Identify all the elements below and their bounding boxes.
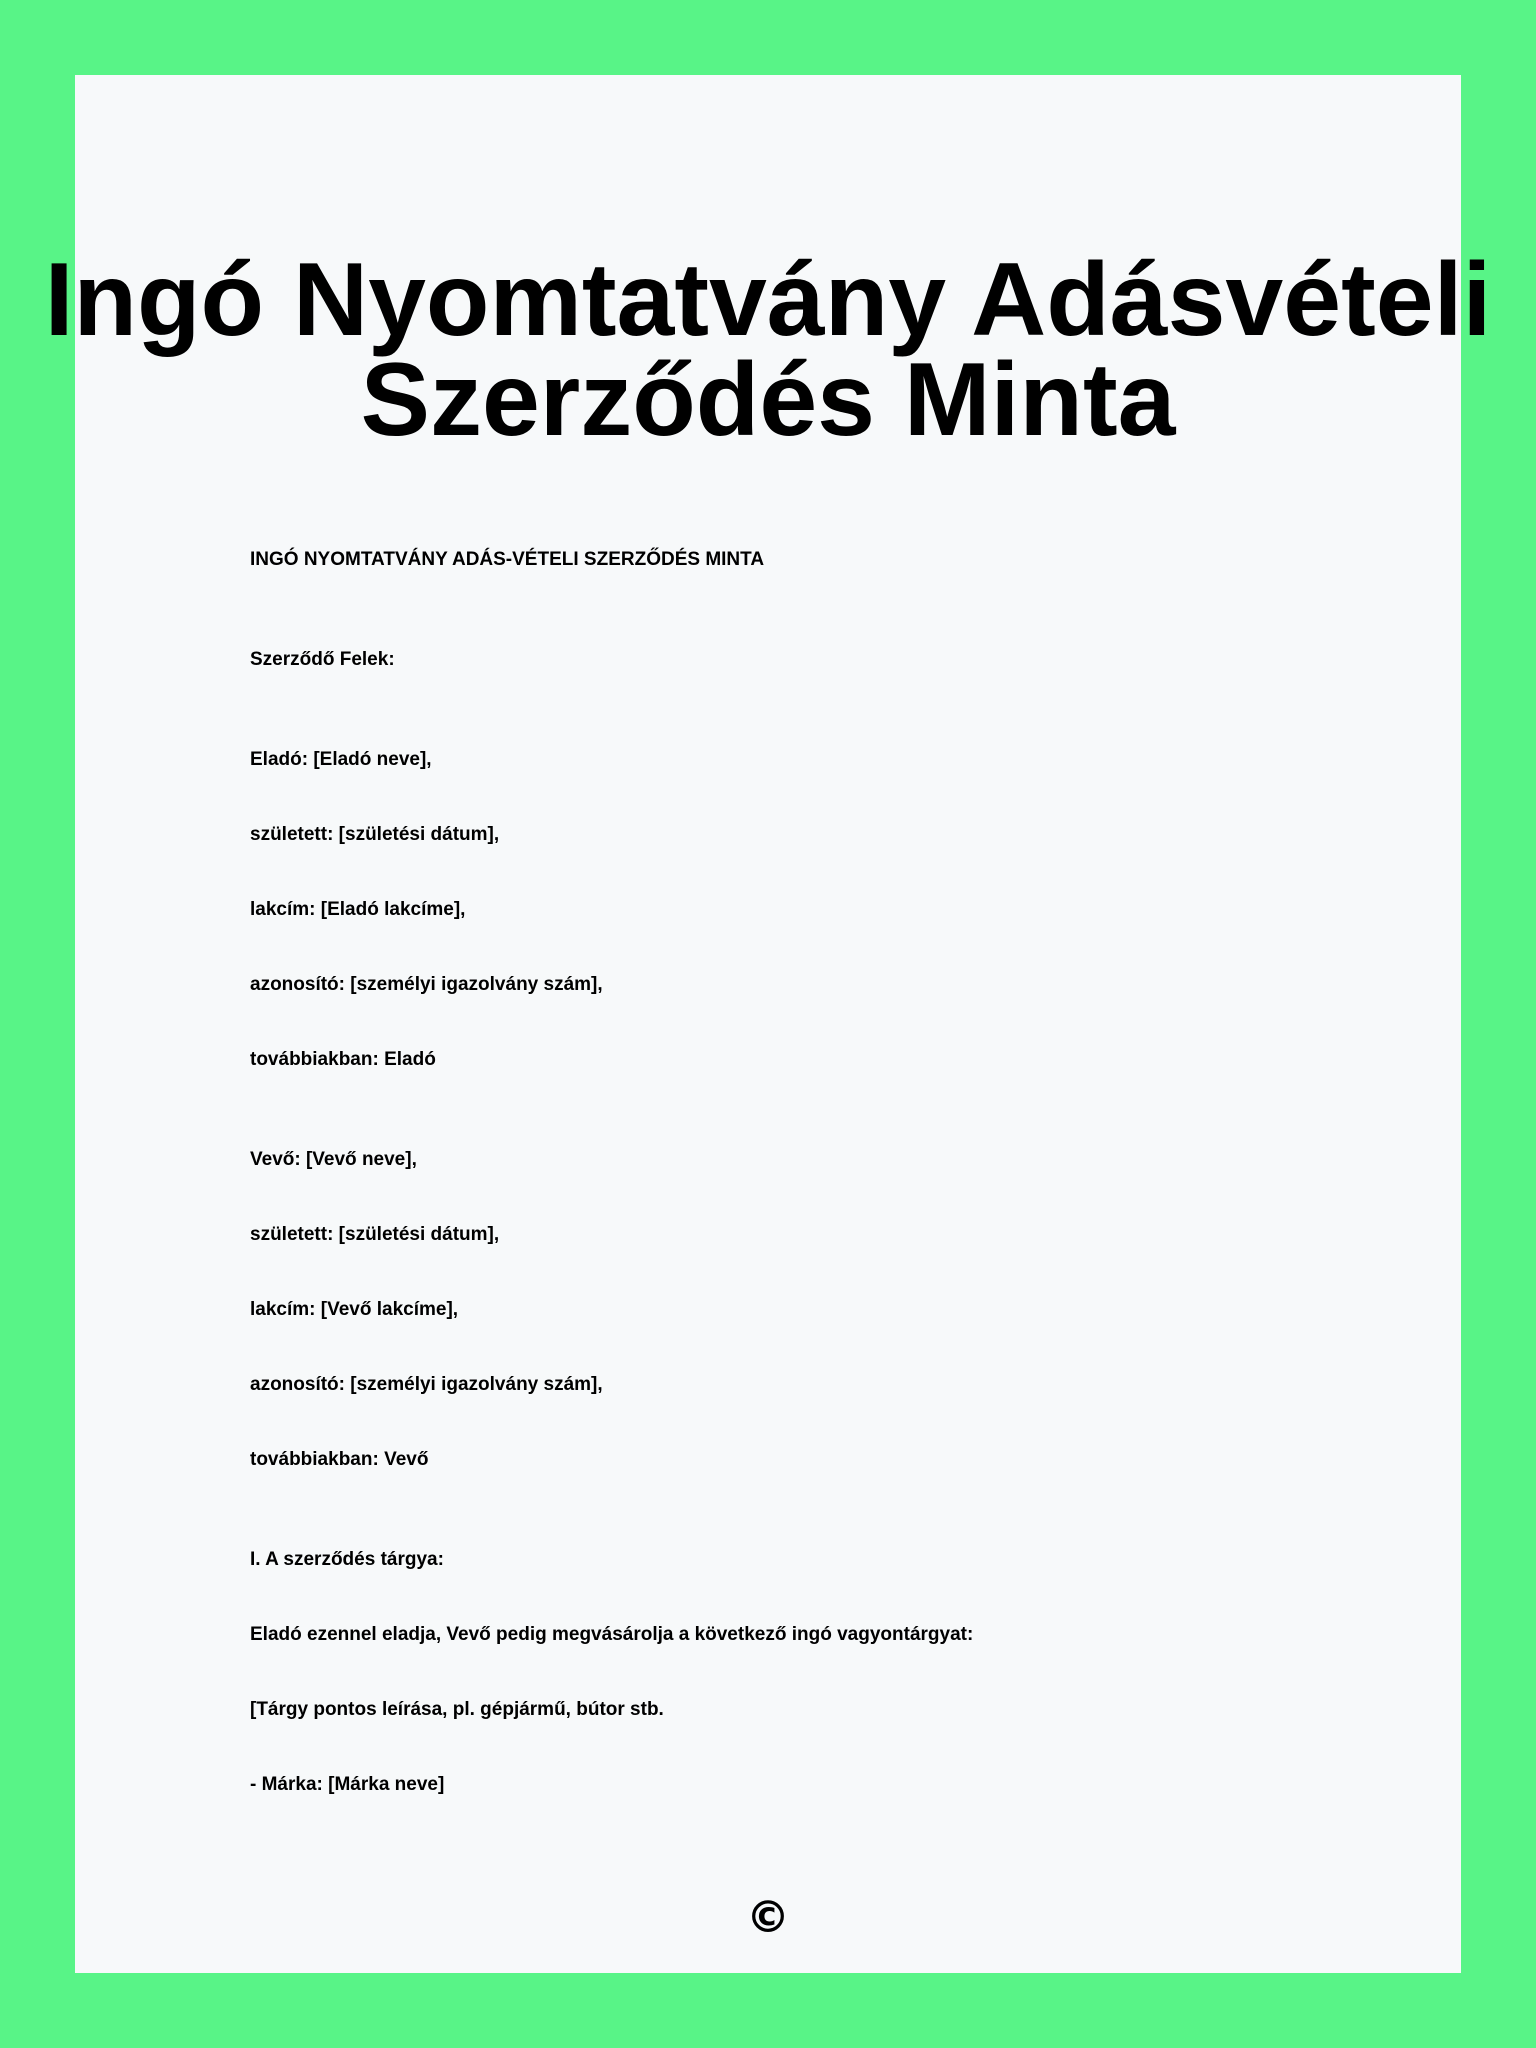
seller-hereinafter: továbbiakban: Eladó <box>250 1049 436 1070</box>
buyer-id: azonosító: [személyi igazolvány szám], <box>250 1374 603 1395</box>
document-page <box>44 75 1492 1973</box>
item-description: [Tárgy pontos leírása, pl. gépjármű, bútor stb. <box>250 1699 664 1720</box>
document-title: Ingó Nyomtatvány Adásvételi Szerződés Minta <box>44 242 1492 458</box>
contract-heading: INGÓ NYOMTATVÁNY ADÁS-VÉTELI SZERZŐDÉS MINTA <box>250 549 765 570</box>
item-brand: - Márka: [Márka neve] <box>250 1774 445 1795</box>
seller-id: azonosító: [személyi igazolvány szám], <box>250 974 603 995</box>
section1-text: Eladó ezennel eladja, Vevő pedig megvásárolja a következő ingó vagyontárgyat: <box>250 1624 974 1645</box>
buyer-address: lakcím: [Vevő lakcíme], <box>250 1299 459 1320</box>
seller-name: Eladó: [Eladó neve], <box>250 749 432 770</box>
buyer-name: Vevő: [Vevő neve], <box>250 1149 417 1170</box>
section1-title: I. A szerződés tárgya: <box>250 1549 444 1570</box>
seller-born: született: [születési dátum], <box>250 824 500 845</box>
buyer-hereinafter: továbbiakban: Vevő <box>250 1449 429 1470</box>
parties-label: Szerződő Felek: <box>250 649 395 670</box>
buyer-born: született: [születési dátum], <box>250 1224 500 1245</box>
copyright-icon: © <box>746 1892 790 1943</box>
seller-address: lakcím: [Eladó lakcíme], <box>250 899 466 920</box>
